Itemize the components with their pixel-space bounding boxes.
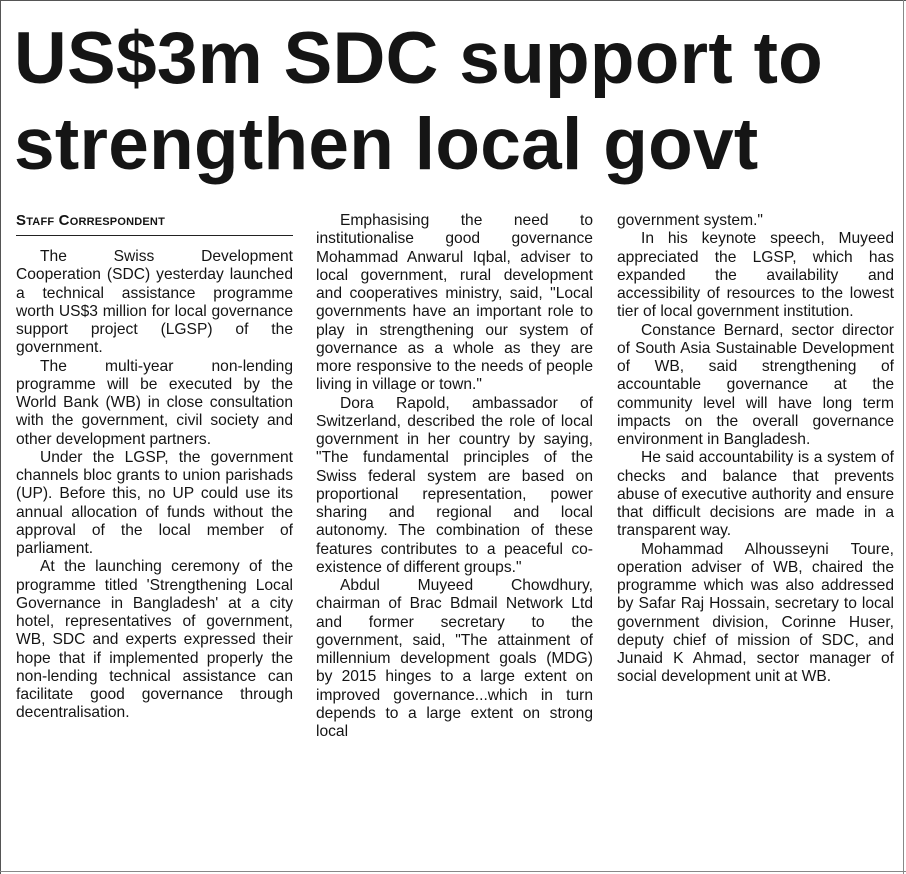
headline-line-1: US$3m SDC support to (14, 18, 824, 99)
continued-text: government system." (617, 212, 763, 229)
paragraph: At the launching ceremony of the programme titled 'Strengthening Local Governance in Bangladesh' at a city hotel, representatives of government, WB, SDC and experts expressed their hope that if implemented properly the non-lending technical assistance can facilitate good governance through decentralisation. (16, 558, 293, 722)
frame-right-rule (903, 0, 904, 874)
paragraph: He said accountability is a system of checks and balance that prevents abuse of executive authority and ensure that difficult decisions are made in a transparent way. (617, 449, 894, 540)
byline: Staff Correspondent (16, 212, 293, 236)
frame-top-rule (0, 0, 906, 1)
paragraph: Mohammad Alhousseyni Toure, operation adviser of WB, chaired the programme which was also addressed by Safar Raj Hossain, secretary to local government division, Corinne Huser, deputy chief of mission of SDC, and Junaid K Ahmad, sector manager of social development unit at WB. (617, 540, 894, 686)
paragraph: Dora Rapold, ambassador of Switzerland, described the role of local government in her country by saying, "The fundamental principles of the Swiss federal system are based on proportional representation, power sharing and regional and local autonomy. The combination of these features contributes to a peaceful co-existence of different groups." (316, 394, 593, 576)
article-column-2 (316, 212, 593, 741)
paragraph: Constance Bernard, sector director of South Asia Sustainable Development of WB, said strengthening of accountable governance at the community level will have long term impacts on the overall governance environment in Bangladesh. (617, 321, 894, 448)
paragraph: Emphasising the need to institutionalise good governance Mohammad Anwarul Iqbal, adviser to local government, rural development and cooperatives ministry, said, "Local governments have an important role to play in strengthening our system of governance as a whole as they are more responsive to the needs of people living in village or town." (316, 212, 593, 394)
paragraph: The multi-year non-lending programme will be executed by the World Bank (WB) in close consultation with the government, civil society and other development partners. (16, 357, 293, 448)
paragraph: The Swiss Development Cooperation (SDC) yesterday launched a technical assistance programme worth US$3 million for local governance support project (LGSP) of the government. (16, 248, 293, 357)
headline-line-2: strengthen local govt (14, 104, 759, 185)
headline (14, 16, 894, 188)
article-column-1 (16, 212, 293, 723)
paragraph: Abdul Muyeed Chowdhury, chairman of Brac Bdmail Network Ltd and former secretary to the government, said, "The attainment of millennium development goals (MDG) by 2015 hinges to a large extent on improved governance...which in turn depends to a large extent on strong local (316, 577, 593, 740)
article-column-3 (617, 212, 894, 687)
paragraph: In his keynote speech, Muyeed appreciated the LGSP, which has expanded the availability and accessibility of resources to the lowest tier of local government institution. (617, 230, 894, 321)
frame-left-rule (0, 0, 1, 874)
frame-bottom-rule (0, 871, 906, 872)
paragraph: Under the LGSP, the government channels bloc grants to union parishads (UP). Before this, no UP could use its annual allocation of funds without the approval of the local member of parliament. (16, 448, 293, 557)
